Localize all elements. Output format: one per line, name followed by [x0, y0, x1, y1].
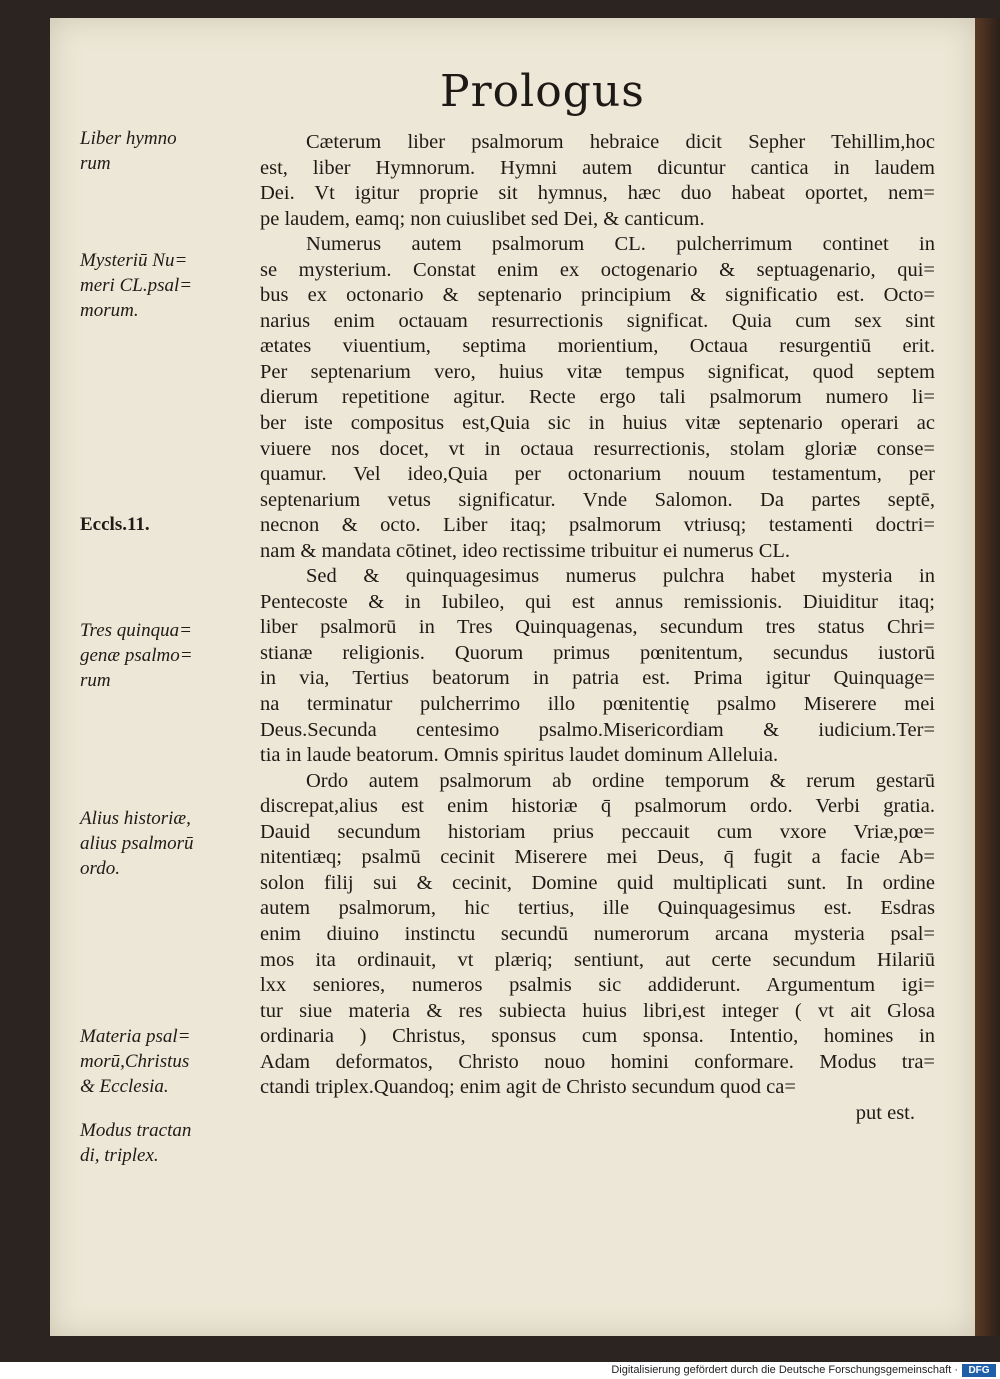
- margin-note: Modus tractan di, triplex.: [80, 1120, 192, 1166]
- text-line: narius enim octauam resurrectionis significat. Quia cum sex sint: [260, 309, 935, 332]
- text-line: autem psalmorum, hic tertius, ille Quinquagesimus est. Esdras: [260, 897, 935, 920]
- text-line: Adam deformatos, Christo nouo homini conformare. Modus tra=: [260, 1050, 935, 1073]
- text-line: put est.: [855, 1101, 915, 1124]
- margin-note: Eccls.11.: [80, 514, 150, 535]
- footer-credit: Digitalisierung gefördert durch die Deutsche Forschungsgemeinschaft ·: [611, 1364, 958, 1376]
- text-line: septenarium vetus significatur. Vnde Salomon. Da partes septē,: [260, 488, 935, 511]
- text-line: nam & mandata cōtinet, ideo rectissime tribuitur ei numerus CL.: [260, 539, 791, 562]
- text-line: pe laudem, eamq; non cuiuslibet sed Dei, & canticum.: [260, 207, 705, 230]
- text-line: enim diuino instinctu secundū numerorum arcana mysteria psal=: [260, 922, 935, 945]
- text-line: necnon & octo. Liber itaq; psalmorum vtriusq; testamenti doctri=: [260, 514, 935, 537]
- text-line: liber psalmorū in Tres Quinquagenas, secundum tres status Chri=: [260, 616, 935, 639]
- text-line: in via, Tertius beatorum in patria est. Prima igitur Quinquage=: [260, 667, 935, 690]
- text-line: mos ita ordinauit, vt plæriq; sentiunt, aut certe secundum Hilariū: [260, 948, 935, 971]
- text-line: discrepat,alius est enim historiæ q̄ psalmorum ordo. Verbi gratia.: [260, 795, 935, 818]
- footer-bar: [0, 1362, 1000, 1379]
- text-line: tur siue materia & res subiecta huius libri,est integer ( vt ait Glosa: [260, 999, 935, 1022]
- text-line: ætates viuentium, septima morientium, Octaua resurgentiū erit.: [260, 335, 935, 358]
- text-line: tia in laude beatorum. Omnis spiritus laudet dominum Alleluia.: [260, 744, 779, 767]
- text-line: bus ex octonario & septenario principium & significatio est. Octo=: [260, 284, 935, 307]
- text-line: Dei. Vt igitur proprie sit hymnus, hæc duo habeat oportet, nem=: [260, 182, 935, 205]
- text-line: Ordo autem psalmorum ab ordine temporum & rerum gestarū: [306, 769, 935, 792]
- text-line: Deus.Secunda centesimo psalmo.Misericordiam & iudicium.Ter=: [260, 718, 935, 741]
- margin-note: Mysteriū Nu= meri CL.psal= morum.: [80, 250, 193, 321]
- margin-note: Liber hymno rum: [80, 128, 177, 174]
- dfg-logo: DFG: [962, 1364, 996, 1377]
- margin-note: Alius historiæ, alius psalmorū ordo.: [80, 808, 194, 879]
- text-line: se mysterium. Constat enim ex octogenario & septuagenario, qui=: [260, 258, 935, 281]
- text-line: solon filij sui & cecinit, Domine quid multiplicati sunt. In ordine: [260, 871, 935, 894]
- margin-note: Materia psal= morū,Christus & Ecclesia.: [80, 1026, 191, 1097]
- text-line: est, liber Hymnorum. Hymni autem dicuntur cantica in laudem: [260, 156, 935, 179]
- text-line: ordinaria ) Christus, sponsus cum sponsa. Intentio, homines in: [260, 1025, 935, 1048]
- margin-note: Tres quinqua= genæ psalmo= rum: [80, 620, 193, 691]
- running-head: [440, 66, 740, 117]
- text-line: Per septenarium vero, huius vitæ tempus significat, quod septem: [260, 360, 935, 383]
- text-line: Dauid secundum historiam prius peccauit cum vxore Vriæ,pœ=: [260, 820, 935, 843]
- text-line: Cæterum liber psalmorum hebraice dicit Sepher Tehillim,hoc: [306, 131, 935, 153]
- text-line: Numerus autem psalmorum CL. pulcherrimum continet in: [306, 233, 935, 256]
- text-line: dierum repetitione agitur. Recte ergo tali psalmorum numero li=: [260, 386, 935, 409]
- text-line: nitentiæq; psalmū cecinit Miserere mei Deus, q̄ fugit a facie Ab=: [260, 846, 935, 869]
- text-line: viuere nos docet, vt in octaua resurrectionis, stolam gloriæ conse=: [260, 437, 935, 460]
- text-line: ctandi triplex.Quandoq; enim agit de Christo secundum quod ca=: [260, 1076, 796, 1099]
- text-line: Sed & quinquagesimus numerus pulchra habet mysteria in: [306, 565, 935, 588]
- body-text: [260, 130, 935, 1126]
- text-line: Pentecoste & in Iubileo, qui est annus remissionis. Diuiditur itaq;: [260, 590, 935, 613]
- page-edge: [975, 18, 1000, 1336]
- page-heading: Prologus: [440, 66, 645, 117]
- text-line: lxx seniores, numeros psalmis sic addiderunt. Argumentum igi=: [260, 974, 935, 997]
- text-line: na terminatur pulcherrimo illo pœnitentię psalmo Miserere mei: [260, 693, 935, 716]
- text-line: quamur. Vel ideo,Quia per octonarium nouum testamentum, per: [260, 463, 935, 486]
- text-line: ber iste compositus est,Quia sic in huius vitæ septenario operari ac: [260, 412, 935, 435]
- text-line: stianæ religionis. Quorum primus pœnitentum, secundus iustorū: [260, 641, 935, 664]
